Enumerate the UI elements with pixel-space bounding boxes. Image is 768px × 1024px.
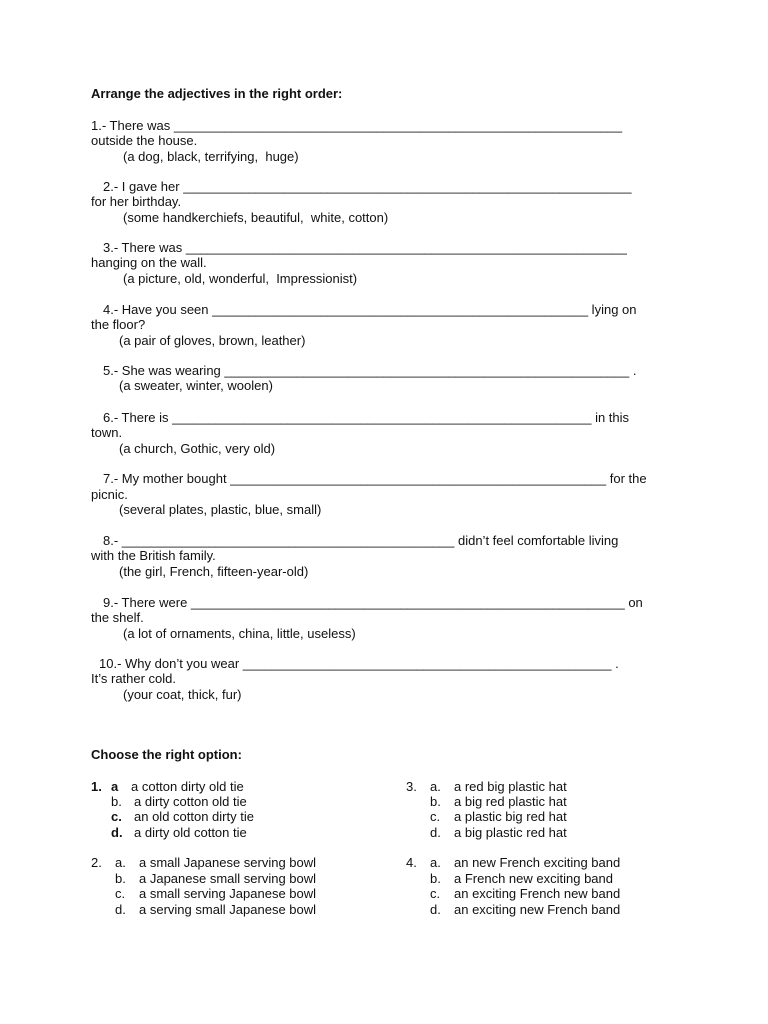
exercise-hint: (a church, Gothic, very old)	[119, 441, 276, 456]
option-letter: b.	[115, 871, 126, 886]
exercise-sentence-continued: picnic.	[91, 487, 128, 502]
option-letter: b.	[111, 794, 122, 809]
exercise-sentence: 5.- She was wearing ________________________________________________________ .	[103, 363, 637, 378]
option-text: a small Japanese serving bowl	[139, 855, 317, 870]
exercise-hint: (some handkerchiefs, beautiful, white, cotton)	[123, 210, 389, 225]
option-letter: c.	[115, 886, 126, 901]
option-text: an old cotton dirty tie	[134, 809, 254, 824]
exercise-sentence-continued: with the British family.	[91, 548, 216, 563]
exercise-sentence-continued: It’s rather cold.	[91, 671, 177, 686]
exercise-sentence: 9.- There were ____________________________________________________________ on	[103, 595, 643, 610]
option-text: a big plastic red hat	[454, 825, 567, 840]
option-text: a cotton dirty old tie	[131, 779, 244, 794]
question-number: 4.	[406, 855, 417, 870]
option-text: a French new exciting band	[454, 871, 613, 886]
exercise-hint: (the girl, French, fifteen-year-old)	[119, 564, 309, 579]
section-title-choose: Choose the right option:	[91, 747, 242, 762]
option-letter: b.	[430, 794, 441, 809]
exercise-sentence-continued: for her birthday.	[91, 194, 182, 209]
exercise-hint: (a pair of gloves, brown, leather)	[119, 333, 306, 348]
option-letter: d.	[430, 902, 441, 917]
option-text: an exciting French new band	[454, 886, 621, 901]
option-text: an new French exciting band	[454, 855, 621, 870]
exercise-sentence: 4.- Have you seen ____________________________________________________ lying on	[103, 302, 637, 317]
exercise-hint: (a picture, old, wonderful, Impressionist)	[123, 271, 358, 286]
option-text: a plastic big red hat	[454, 809, 567, 824]
exercise-sentence: 2.- I gave her ______________________________________________________________	[103, 179, 632, 194]
option-text: a small serving Japanese bowl	[139, 886, 317, 901]
option-letter: b.	[430, 871, 441, 886]
option-text: a red big plastic hat	[454, 779, 567, 794]
section-title-arrange: Arrange the adjectives in the right order:	[91, 86, 343, 101]
option-text: a Japanese small serving bowl	[139, 871, 317, 886]
option-letter: d.	[115, 902, 126, 917]
exercise-hint: (your coat, thick, fur)	[123, 687, 242, 702]
exercise-sentence-continued: the shelf.	[91, 610, 144, 625]
option-text: a dirty cotton old tie	[134, 794, 247, 809]
exercise-hint: (several plates, plastic, blue, small)	[119, 502, 322, 517]
exercise-sentence: 7.- My mother bought ____________________________________________________ for the	[103, 471, 647, 486]
option-text: a serving small Japanese bowl	[139, 902, 317, 917]
option-letter: d.	[430, 825, 441, 840]
option-letter: a.	[430, 779, 441, 794]
option-letter: a.	[430, 855, 441, 870]
option-letter: d.	[111, 825, 123, 840]
exercise-sentence-continued: the floor?	[91, 317, 146, 332]
exercise-sentence: 1.- There was ______________________________________________________________	[91, 118, 623, 133]
option-letter: a.	[115, 855, 126, 870]
question-number: 1.	[91, 779, 102, 794]
option-text: a big red plastic hat	[454, 794, 567, 809]
option-letter: c.	[111, 809, 122, 824]
option-letter: a	[111, 779, 119, 794]
question-number: 2.	[91, 855, 102, 870]
exercise-sentence-continued: hanging on the wall.	[91, 255, 207, 270]
exercise-sentence: 8.- ______________________________________________ didn’t feel comfortable living	[103, 533, 619, 548]
exercise-hint: (a lot of ornaments, china, little, useless)	[123, 626, 356, 641]
exercise-hint: (a sweater, winter, woolen)	[119, 378, 273, 393]
question-number: 3.	[406, 779, 417, 794]
exercise-sentence: 3.- There was _____________________________________________________________	[103, 240, 627, 255]
exercise-sentence: 10.- Why don’t you wear ___________________________________________________ .	[99, 656, 619, 671]
exercise-sentence-continued: town.	[91, 425, 123, 440]
option-letter: c.	[430, 809, 441, 824]
exercise-sentence: 6.- There is __________________________________________________________ in this	[103, 410, 630, 425]
exercise-sentence-continued: outside the house.	[91, 133, 198, 148]
exercise-hint: (a dog, black, terrifying, huge)	[123, 149, 299, 164]
option-text: a dirty old cotton tie	[134, 825, 247, 840]
option-text: an exciting new French band	[454, 902, 621, 917]
option-letter: c.	[430, 886, 441, 901]
